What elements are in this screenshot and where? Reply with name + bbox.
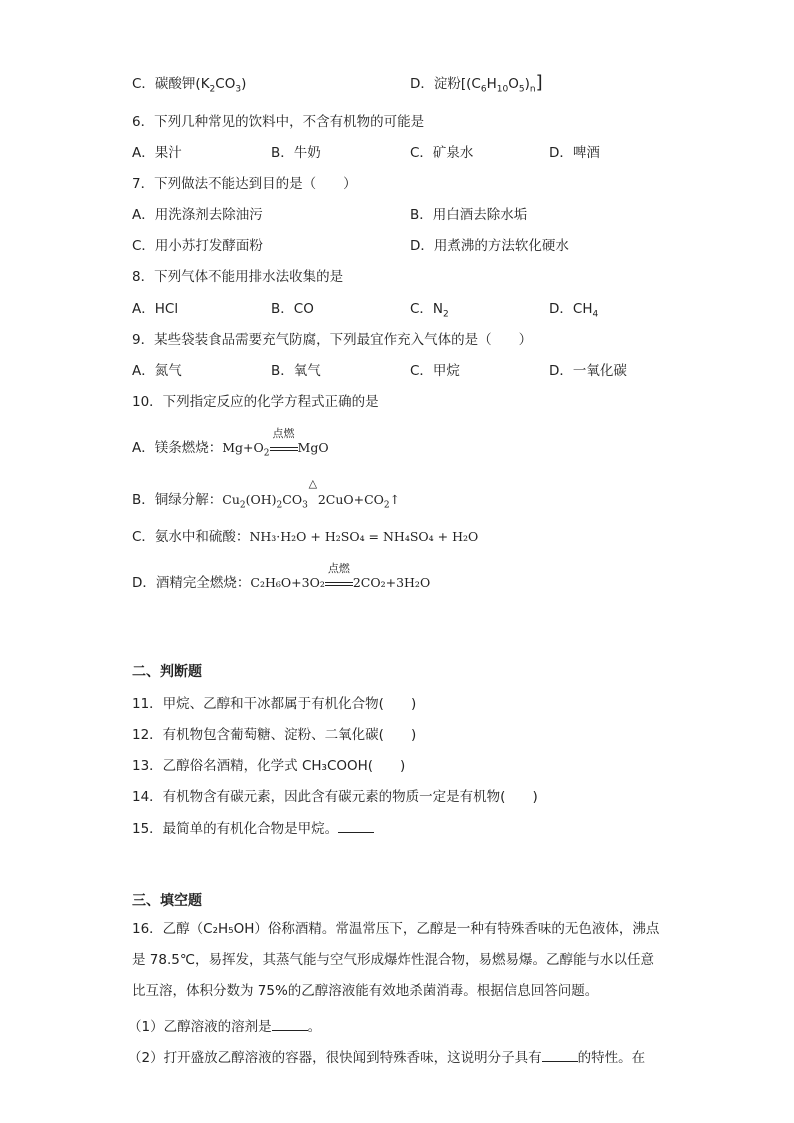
answer-blank[interactable] bbox=[338, 820, 374, 833]
q6-option-d: D．啤酒 bbox=[549, 145, 600, 161]
q16-part2: （2）打开盛放乙醇溶液的容器，很快闻到特殊香味，这说明分子具有 的特性。在 bbox=[128, 1050, 646, 1066]
q9-option-b: B．氧气 bbox=[271, 363, 321, 379]
q5-option-d: D．淀粉$[(C_6H_{10}O_5)_n]$ bbox=[410, 72, 543, 95]
section-title-fill: 三、填空题 bbox=[132, 893, 202, 909]
q14: 14．有机物含有碳元素，因此含有碳元素的物质一定是有机物( ) bbox=[132, 789, 538, 805]
answer-blank[interactable] bbox=[272, 1018, 308, 1031]
q8-option-c: C．$N_2$ bbox=[410, 301, 449, 320]
q16-part1: （1）乙醇溶液的溶剂是 。 bbox=[128, 1019, 322, 1035]
q10-option-d: D．酒精完全燃烧：C₂H₆O+3O₂ 点燃 2CO₂+3H₂O bbox=[132, 562, 431, 591]
q6-option-a: A．果汁 bbox=[132, 145, 182, 161]
q8-option-d: D．$CH_4$ bbox=[549, 301, 599, 320]
q9-stem: 9．某些袋装食品需要充气防腐，下列最宜作充入气体的是（ ） bbox=[132, 332, 533, 348]
q7-option-a: A．用洗涤剂去除油污 bbox=[132, 207, 263, 223]
q6-option-c: C．矿泉水 bbox=[410, 145, 474, 161]
q8-option-a: A．HCl bbox=[132, 301, 179, 317]
q6-stem: 6．下列几种常见的饮料中，不含有机物的可能是 bbox=[132, 114, 425, 130]
q16-paragraph: 16．乙醇（C₂H₅OH）俗称酒精。常温常压下，乙醇是一种有特殊香味的无色液体，沸点是 78.5℃，易挥发，其蒸气能与空气形成爆炸性混合物，易燃易爆。乙醇能与水以任意比互溶，体积分数为 75%的乙醇溶液能有效地杀菌消毒。根据信息回答问题。 bbox=[132, 921, 660, 999]
q10-option-a: A．镁条燃烧：$Mg+O_2$ 点燃 MgO bbox=[132, 427, 329, 459]
q9-option-a: A．氮气 bbox=[132, 363, 182, 379]
q7-option-d: D．用煮沸的方法软化硬水 bbox=[410, 238, 569, 254]
q11: 11．甲烷、乙醇和干冰都属于有机化合物( ) bbox=[132, 696, 417, 712]
q12: 12．有机物包含葡萄糖、淀粉、二氧化碳( ) bbox=[132, 727, 417, 743]
q10-option-c: C．氨水中和硫酸：NH₃·H₂O + H₂SO₄ = NH₄SO₄ + H₂O bbox=[132, 529, 479, 545]
q7-option-b: B．用白酒去除水垢 bbox=[410, 207, 528, 223]
q8-option-b: B．CO bbox=[271, 301, 314, 317]
q15: 15．最简单的有机化合物是甲烷。 bbox=[132, 817, 374, 837]
q13: 13．乙醇俗名酒精，化学式 CH₃COOH( ) bbox=[132, 758, 406, 774]
q10-option-b: B．铜绿分解：$Cu_2(OH)_2CO_3$ △ $2CuO+CO_2↑$ bbox=[132, 477, 401, 511]
q9-option-c: C．甲烷 bbox=[410, 363, 460, 379]
q7-option-c: C．用小苏打发酵面粉 bbox=[132, 238, 263, 254]
answer-blank[interactable] bbox=[542, 1049, 578, 1062]
q10-stem: 10．下列指定反应的化学方程式正确的是 bbox=[132, 394, 379, 410]
q5-option-c: C．碳酸钾$(K_2CO_3)$ bbox=[132, 76, 247, 95]
q7-stem: 7．下列做法不能达到目的是（ ） bbox=[132, 176, 357, 192]
q6-option-b: B．牛奶 bbox=[271, 145, 321, 161]
q9-option-d: D．一氧化碳 bbox=[549, 363, 627, 379]
section-title-judgment: 二、判断题 bbox=[132, 664, 202, 680]
q8-stem: 8．下列气体不能用排水法收集的是 bbox=[132, 269, 344, 285]
